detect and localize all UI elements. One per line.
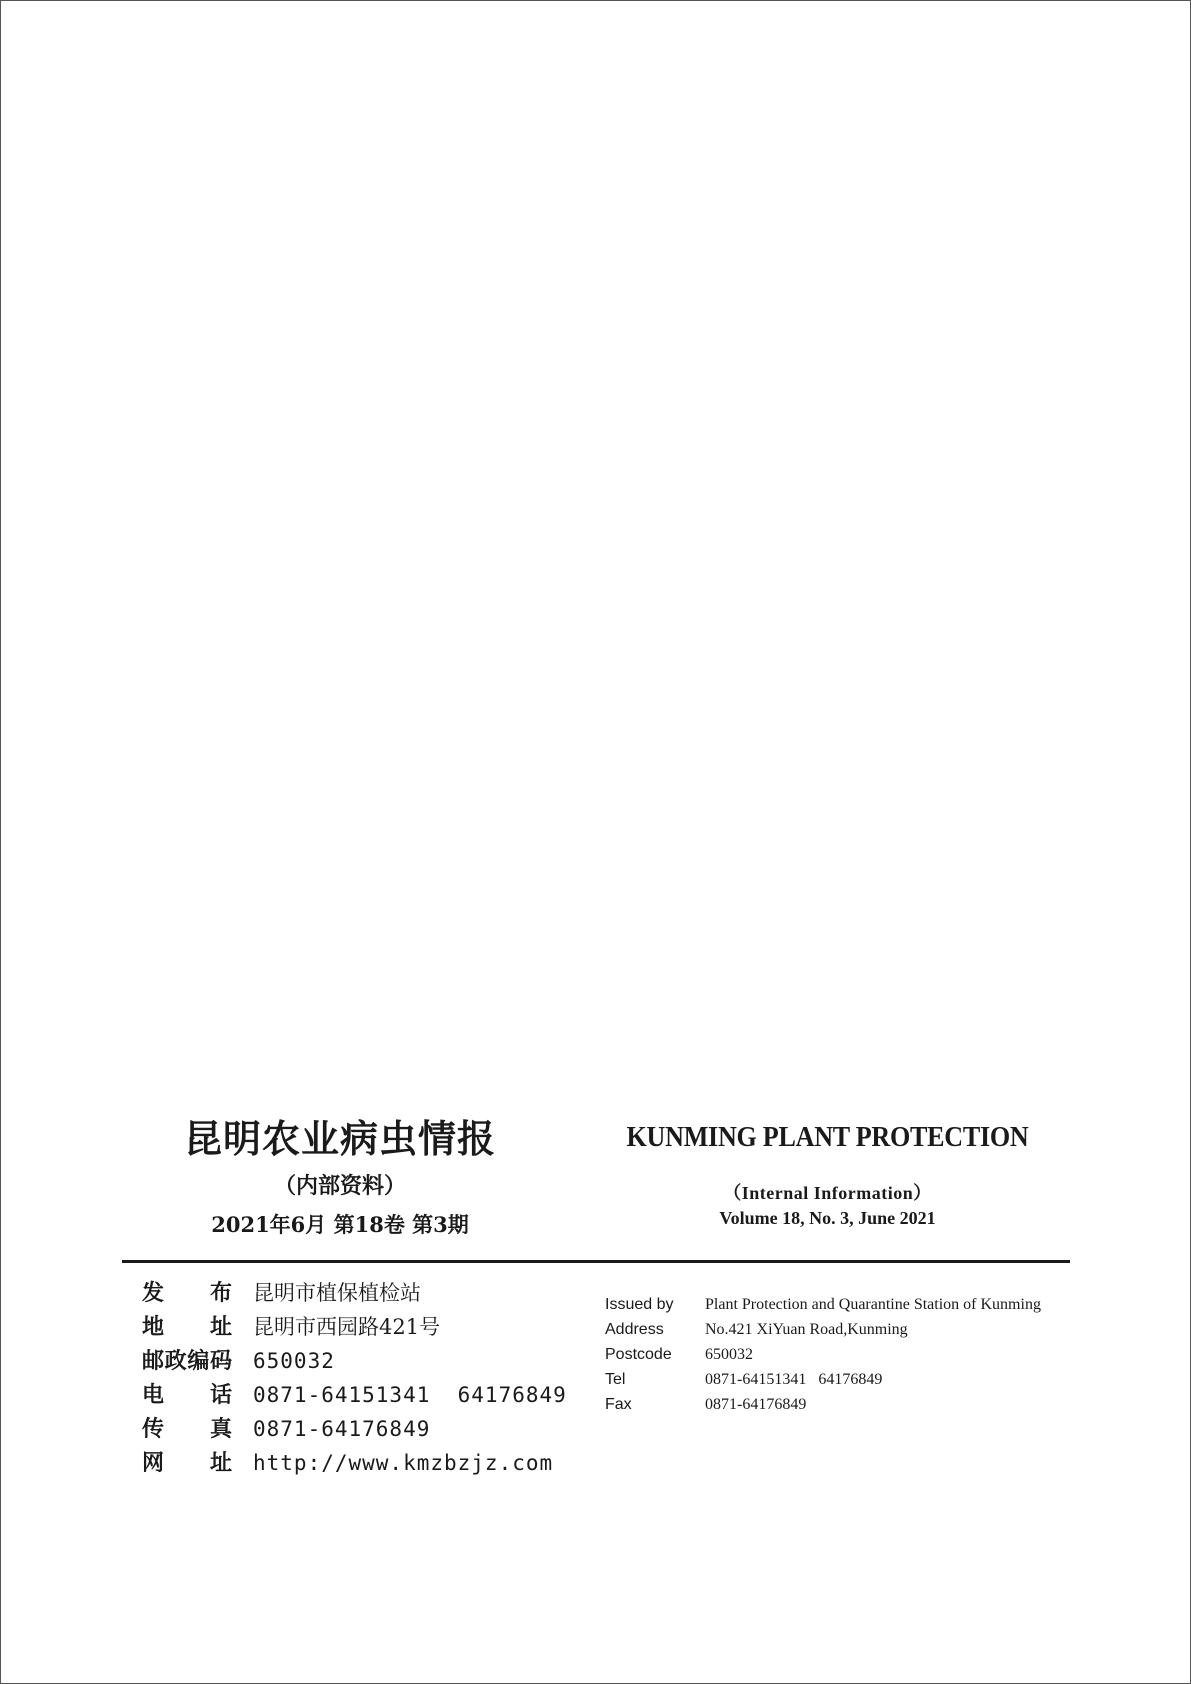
- chinese-issue-line: 2021年6月 第18卷 第3期: [211, 1212, 469, 1237]
- en-label-postcode: Postcode: [605, 1346, 672, 1363]
- contact-label-phone: 电 话: [142, 1382, 232, 1408]
- contact-label-issuer: 发 布: [142, 1280, 232, 1306]
- contact-label-fax: 传 真: [142, 1416, 232, 1442]
- english-subtitle: （Internal Information）: [723, 1183, 932, 1203]
- en-value-address: No.421 XiYuan Road,Kunming: [705, 1321, 908, 1338]
- english-title: KUNMING PLANT PROTECTION: [626, 1121, 1029, 1153]
- en-value-postcode: 650032: [705, 1346, 753, 1363]
- en-label-tel: Tel: [605, 1371, 626, 1388]
- en-value-fax: 0871-64176849: [705, 1396, 807, 1413]
- en-label-fax: Fax: [605, 1396, 632, 1413]
- contact-label-address: 地 址: [142, 1314, 232, 1340]
- contact-value-fax: 0871-64176849: [253, 1417, 431, 1441]
- contact-value-address: 昆明市西园路421号: [253, 1315, 441, 1339]
- en-value-tel: 0871-64151341 64176849: [705, 1371, 883, 1388]
- en-label-issued-by: Issued by: [605, 1296, 674, 1313]
- website-link[interactable]: http://www.kmzbzjz.com: [253, 1451, 554, 1475]
- contact-label-postcode: 邮 政 编 码: [142, 1348, 232, 1374]
- contact-value-issuer: 昆明市植保植检站: [253, 1281, 421, 1305]
- contact-value-postcode: 650032: [253, 1349, 335, 1373]
- divider-rule: [122, 1260, 1070, 1263]
- chinese-title: 昆明农业病虫情报: [183, 1116, 496, 1161]
- contact-value-phone: 0871-64151341 64176849: [253, 1383, 567, 1407]
- en-label-address: Address: [605, 1321, 664, 1338]
- chinese-subtitle: （内部资料）: [273, 1173, 406, 1199]
- contact-label-website: 网 址: [142, 1450, 232, 1476]
- english-issue-line: Volume 18, No. 3, June 2021: [719, 1208, 936, 1228]
- en-value-issued-by: Plant Protection and Quarantine Station of Kunming: [705, 1296, 1041, 1313]
